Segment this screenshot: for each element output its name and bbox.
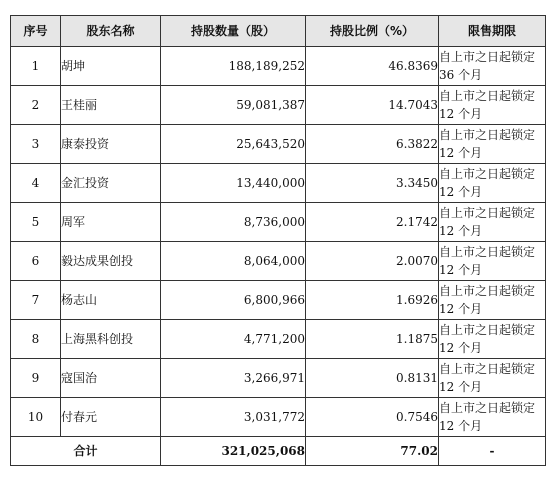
ratio-cell: 46.8369 — [306, 47, 439, 86]
table-header — [11, 16, 546, 47]
lockup-cell: 自上市之日起锁定 12 个月 — [439, 281, 546, 320]
name-cell: 王桂丽 — [61, 86, 161, 125]
header-share-ratio: 持股比例（%） — [306, 16, 439, 47]
serial-cell: 10 — [11, 398, 61, 437]
shares-cell: 6,800,966 — [161, 281, 306, 320]
table-body — [11, 47, 546, 466]
name-cell: 周军 — [61, 203, 161, 242]
ratio-cell: 2.1742 — [306, 203, 439, 242]
lockup-cell: 自上市之日起锁定 12 个月 — [439, 320, 546, 359]
table-row — [11, 320, 546, 359]
serial-cell: 2 — [11, 86, 61, 125]
table-row — [11, 47, 546, 86]
lockup-cell: 自上市之日起锁定 12 个月 — [439, 242, 546, 281]
table-row — [11, 281, 546, 320]
serial-cell: 9 — [11, 359, 61, 398]
shares-cell: 25,643,520 — [161, 125, 306, 164]
serial-cell: 7 — [11, 281, 61, 320]
serial-cell: 1 — [11, 47, 61, 86]
lockup-cell: 自上市之日起锁定 36 个月 — [439, 47, 546, 86]
header-lockup-period: 限售期限 — [439, 16, 546, 47]
lockup-cell: 自上市之日起锁定 12 个月 — [439, 359, 546, 398]
shares-cell: 188,189,252 — [161, 47, 306, 86]
ratio-cell: 1.1875 — [306, 320, 439, 359]
header-serial-number: 序号 — [11, 16, 61, 47]
name-cell: 金汇投资 — [61, 164, 161, 203]
lockup-cell: 自上市之日起锁定 12 个月 — [439, 203, 546, 242]
name-cell: 毅达成果创投 — [61, 242, 161, 281]
total-shares: 321,025,068 — [161, 437, 306, 466]
ratio-cell: 2.0070 — [306, 242, 439, 281]
shares-cell: 8,064,000 — [161, 242, 306, 281]
serial-cell: 6 — [11, 242, 61, 281]
serial-cell: 8 — [11, 320, 61, 359]
name-cell: 寇国治 — [61, 359, 161, 398]
total-lockup: - — [439, 437, 546, 466]
table-row — [11, 86, 546, 125]
ratio-cell: 3.3450 — [306, 164, 439, 203]
table-row — [11, 359, 546, 398]
shareholder-table — [10, 15, 546, 466]
serial-cell: 3 — [11, 125, 61, 164]
table-row — [11, 242, 546, 281]
header-share-count: 持股数量（股） — [161, 16, 306, 47]
shares-cell: 59,081,387 — [161, 86, 306, 125]
ratio-cell: 14.7043 — [306, 86, 439, 125]
ratio-cell: 0.8131 — [306, 359, 439, 398]
shares-cell: 13,440,000 — [161, 164, 306, 203]
name-cell: 付春元 — [61, 398, 161, 437]
name-cell: 杨志山 — [61, 281, 161, 320]
shares-cell: 4,771,200 — [161, 320, 306, 359]
shares-cell: 3,031,772 — [161, 398, 306, 437]
total-ratio: 77.02 — [306, 437, 439, 466]
table-row — [11, 164, 546, 203]
serial-cell: 5 — [11, 203, 61, 242]
ratio-cell: 6.3822 — [306, 125, 439, 164]
table-row — [11, 125, 546, 164]
total-row — [11, 437, 546, 466]
shares-cell: 8,736,000 — [161, 203, 306, 242]
ratio-cell: 0.7546 — [306, 398, 439, 437]
lockup-cell: 自上市之日起锁定 12 个月 — [439, 125, 546, 164]
name-cell: 上海黑科创投 — [61, 320, 161, 359]
header-shareholder-name: 股东名称 — [61, 16, 161, 47]
table-row — [11, 203, 546, 242]
table-row — [11, 398, 546, 437]
lockup-cell: 自上市之日起锁定 12 个月 — [439, 164, 546, 203]
header-row — [11, 16, 546, 47]
lockup-cell: 自上市之日起锁定 12 个月 — [439, 398, 546, 437]
ratio-cell: 1.6926 — [306, 281, 439, 320]
total-label: 合计 — [11, 437, 161, 466]
name-cell: 胡坤 — [61, 47, 161, 86]
shares-cell: 3,266,971 — [161, 359, 306, 398]
lockup-cell: 自上市之日起锁定 12 个月 — [439, 86, 546, 125]
serial-cell: 4 — [11, 164, 61, 203]
name-cell: 康泰投资 — [61, 125, 161, 164]
